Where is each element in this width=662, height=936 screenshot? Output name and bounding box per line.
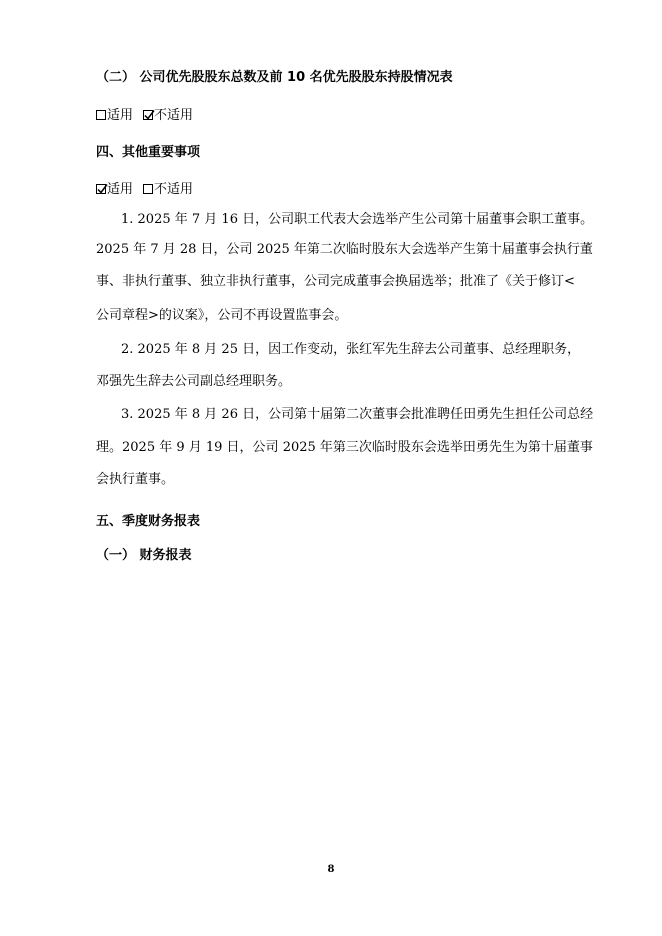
checkbox-checked-icon[interactable] <box>96 184 106 194</box>
section-5-title: 五、季度财务报表 <box>96 514 201 529</box>
option-applicable-label: 适用 <box>107 108 134 123</box>
item-2-line-1: 2. 2025 年 8 月 25 日，因工作变动，张红军先生辞去公司董事、总经理职务， <box>121 342 581 357</box>
section-5-1-title: （一） 财务报表 <box>96 548 192 563</box>
item-1-line-4: 公司章程>的议案》，公司不再设置监事会。 <box>96 308 348 323</box>
section-4-applicability <box>96 182 193 198</box>
item-1-line-1: 1. 2025 年 7 月 16 日，公司职工代表大会选举产生公司第十届董事会职工董事。 <box>121 212 594 227</box>
checkbox-unchecked-icon[interactable] <box>96 110 106 120</box>
item-3-line-2: 理。2025 年 9 月 19 日，公司 2025 年第三次临时股东会选举田勇先生为第十届董事 <box>96 440 593 455</box>
option-not-applicable-label: 不适用 <box>154 108 194 123</box>
item-3-line-1: 3. 2025 年 8 月 26 日，公司第十届第二次董事会批准聘任田勇先生担任公司总经 <box>121 407 594 422</box>
item-2-line-2: 邓强先生辞去公司副总经理职务。 <box>96 374 292 389</box>
option-not-applicable-label: 不适用 <box>154 182 194 197</box>
checkbox-unchecked-icon[interactable] <box>143 184 153 194</box>
section-4-title: 四、其他重要事项 <box>96 145 201 160</box>
section-2-title: （二） 公司优先股股东总数及前 10 名优先股股东持股情况表 <box>96 70 453 85</box>
page-number: 8 <box>327 864 335 875</box>
option-applicable-label: 适用 <box>107 182 134 197</box>
item-3-line-3: 会执行董事。 <box>96 472 175 487</box>
checkbox-checked-icon[interactable] <box>143 110 153 120</box>
section-2-applicability <box>96 108 193 124</box>
item-1-line-3: 事、非执行董事、独立非执行董事，公司完成董事会换届选举；批准了《关于修订< <box>96 274 575 289</box>
item-1-line-2: 2025 年 7 月 28 日，公司 2025 年第二次临时股东大会选举产生第十届董事会执行董 <box>96 242 593 257</box>
